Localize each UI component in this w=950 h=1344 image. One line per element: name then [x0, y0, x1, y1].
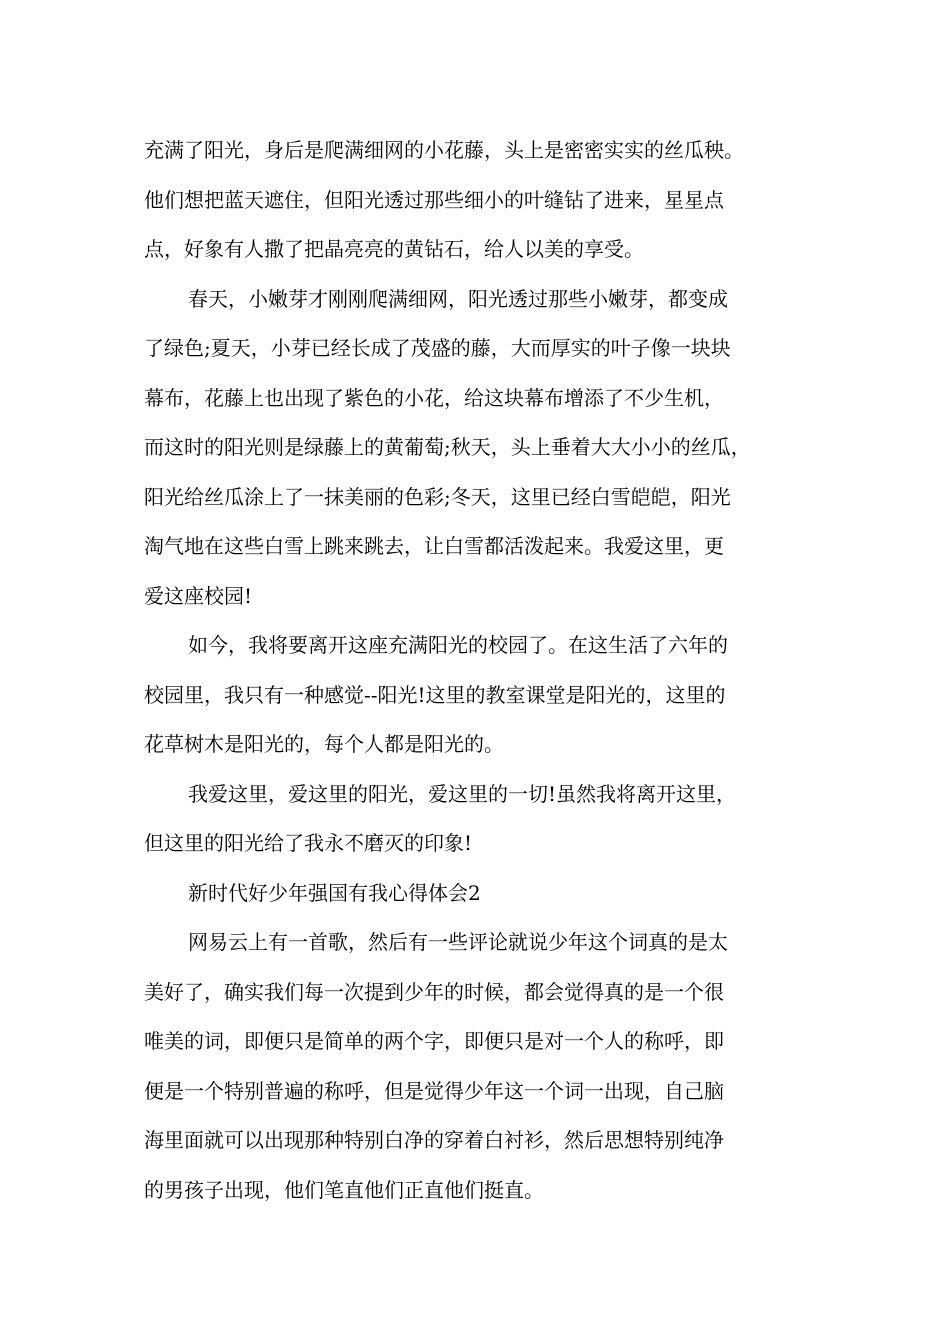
text-line: 点，好象有人撒了把晶亮亮的黄钻石，给人以美的享受。: [144, 237, 644, 261]
text-line: 如今，我将要离开这座充满阳光的校园了。在这生活了六年的: [188, 633, 728, 657]
text-line: 网易云上有一首歌，然后有一些评论就说少年这个词真的是太: [188, 930, 728, 954]
text-line: 淘气地在这些白雪上跳来跳去，让白雪都活泼起来。我爱这里，更: [144, 534, 724, 558]
text-line: 充满了阳光，身后是爬满细网的小花藤，头上是密密实实的丝瓜秧。: [144, 138, 744, 162]
text-line: 的男孩子出现，他们笔直他们正直他们挺直。: [144, 1177, 544, 1202]
text-line: 爱这座校园!: [144, 583, 253, 608]
text-line: 校园里，我只有一种感觉--阳光!这里的教室课堂是阳光的，这里的: [144, 682, 726, 707]
text-line: 海里面就可以出现那种特别白净的穿着白衬衫，然后思想特别纯净: [144, 1128, 724, 1152]
text-line: 幕布，花藤上也出现了紫色的小花，给这块幕布增添了不少生机，: [144, 385, 724, 410]
text-line: 春天，小嫩芽才刚刚爬满细网，阳光透过那些小嫩芽，都变成: [188, 286, 728, 311]
text-line: 阳光给丝瓜涂上了一抹美丽的色彩;冬天，这里已经白雪皑皑，阳光: [144, 484, 731, 509]
text-line: 但这里的阳光给了我永不磨灭的印象!: [144, 831, 473, 855]
text-line: 我爱这里，爱这里的阳光，爱这里的一切!虽然我将离开这里，: [188, 781, 737, 806]
section-heading: 新时代好少年强国有我心得体会2: [188, 880, 481, 905]
text-line: 便是一个特别普遍的称呼，但是觉得少年这一个词一出现，自己脑: [144, 1078, 724, 1103]
document-body: [144, 126, 829, 1215]
text-line: 他们想把蓝天遮住，但阳光透过那些细小的叶缝钻了进来，星星点: [144, 187, 724, 212]
text-line: 唯美的词，即便只是简单的两个字，即便只是对一个人的称呼，即: [144, 1029, 724, 1053]
text-line: 而这时的阳光则是绿藤上的黄葡萄;秋天，头上垂着大大小小的丝瓜，: [144, 435, 751, 459]
text-line: 美好了，确实我们每一次提到少年的时候，都会觉得真的是一个很: [144, 979, 724, 1004]
text-line: 花草树木是阳光的，每个人都是阳光的。: [144, 732, 504, 756]
text-line: 了绿色;夏天，小芽已经长成了茂盛的藤，大而厚实的叶子像一块块: [144, 336, 731, 360]
